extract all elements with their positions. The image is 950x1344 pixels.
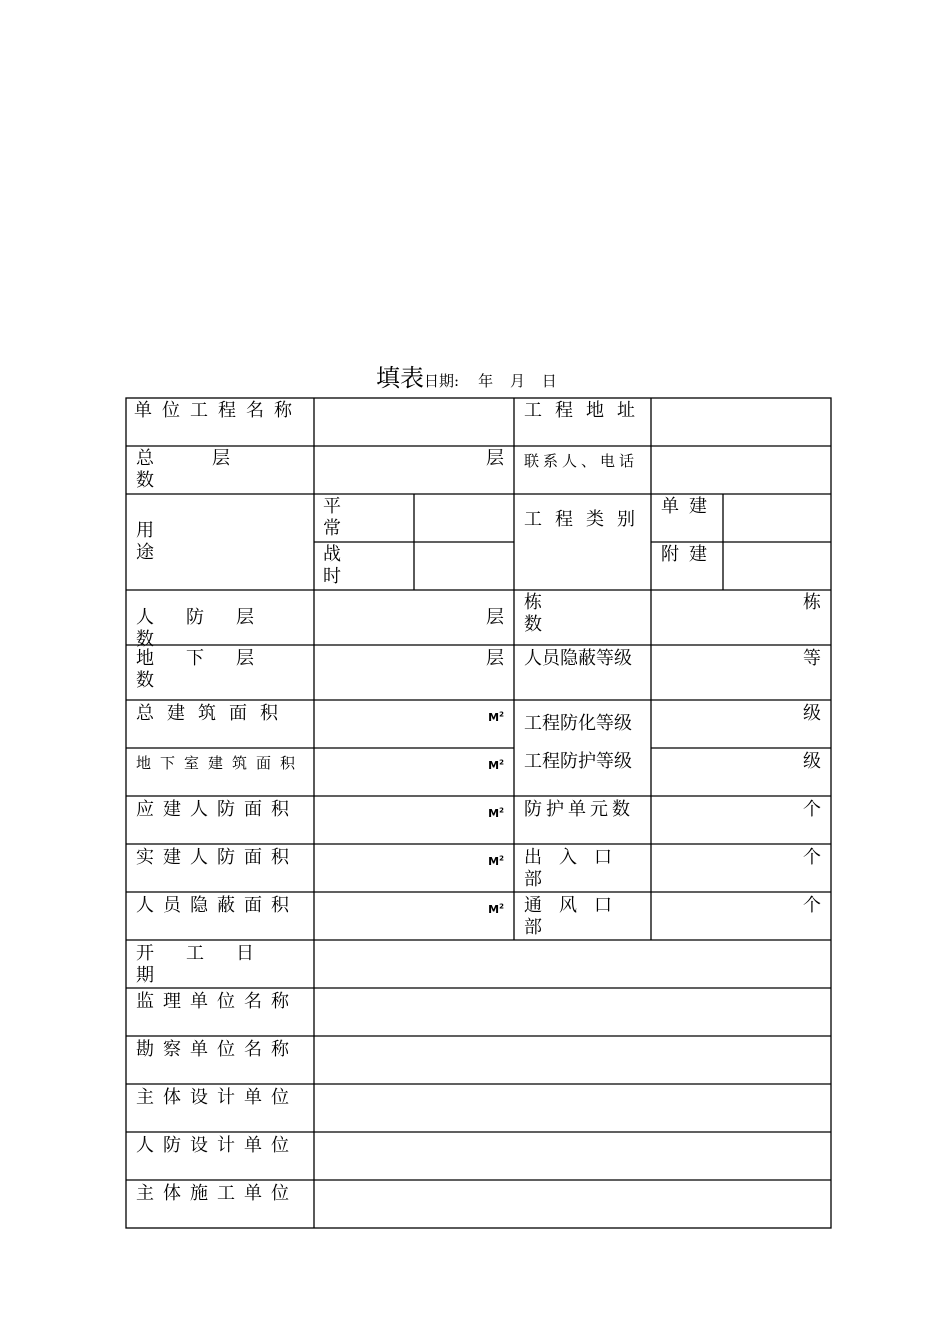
underground-floors-field[interactable] xyxy=(314,648,514,670)
total-area-unit xyxy=(488,711,504,724)
civil-design-label: 人防设计单位 xyxy=(136,1135,298,1156)
label-entrances xyxy=(514,847,651,891)
label-basement-area xyxy=(126,752,314,774)
label-shelter-area xyxy=(126,895,314,917)
basement-area-unit xyxy=(488,759,504,772)
shelter-grade-label: 人员隐蔽等级 xyxy=(524,648,632,669)
label-actual-area xyxy=(126,847,314,869)
protect-grade-unit: 级 xyxy=(803,751,821,772)
protect-units-field[interactable] xyxy=(651,799,831,821)
usage-label: 用途 xyxy=(136,520,286,563)
entrances-field[interactable] xyxy=(651,847,831,869)
start-date-field[interactable] xyxy=(314,940,831,988)
label-required-area xyxy=(126,799,314,821)
survey-label: 勘察单位名称 xyxy=(136,1039,298,1060)
protect-grade-field[interactable] xyxy=(651,751,831,773)
label-survey xyxy=(126,1039,314,1061)
required-area-field[interactable] xyxy=(314,799,514,825)
label-unit-name xyxy=(126,400,314,422)
label-underground-floors xyxy=(126,648,314,692)
shelter-area-field[interactable] xyxy=(314,895,514,921)
label-main-design xyxy=(126,1087,314,1109)
label-buildings xyxy=(514,592,651,636)
shelter-grade-unit: 等 xyxy=(803,648,821,669)
required-area-unit-sup: 2 xyxy=(499,806,504,814)
month-label: 月 xyxy=(509,372,525,390)
total-area-unit-sup: 2 xyxy=(499,710,504,718)
day-label: 日 xyxy=(541,372,557,390)
buildings-label: 栋数 xyxy=(524,592,624,635)
label-civil-design xyxy=(126,1135,314,1157)
label-attached xyxy=(651,544,723,566)
attached-field[interactable] xyxy=(723,542,831,590)
shelter-area-label: 人员隐蔽面积 xyxy=(136,895,298,916)
basement-area-unit-m: M xyxy=(488,758,500,772)
main-design-label: 主体设计单位 xyxy=(136,1087,298,1108)
total-floors-unit: 层 xyxy=(486,448,504,469)
label-wartime xyxy=(314,544,414,588)
required-area-unit xyxy=(488,807,504,820)
chem-grade-field[interactable] xyxy=(651,703,831,725)
label-usage xyxy=(126,520,314,564)
address-field[interactable] xyxy=(651,398,831,446)
actual-area-field[interactable] xyxy=(314,847,514,873)
total-floors-label: 总层数 xyxy=(136,448,288,491)
unit-name-text xyxy=(126,400,314,422)
entrances-unit: 个 xyxy=(803,847,821,868)
peacetime-field[interactable] xyxy=(414,494,514,542)
peacetime-label: 平常 xyxy=(323,496,385,539)
label-standalone xyxy=(651,496,723,518)
date-label: 日期: xyxy=(424,372,460,390)
wartime-label: 战时 xyxy=(323,544,385,587)
underground-floors-label: 地下层数 xyxy=(136,648,286,691)
vents-label: 通风口部 xyxy=(524,895,629,938)
civil-floors-field[interactable] xyxy=(314,607,514,629)
supervisor-label: 监理单位名称 xyxy=(136,991,298,1012)
civil-design-field[interactable] xyxy=(314,1132,831,1180)
actual-area-unit xyxy=(488,855,504,868)
survey-field[interactable] xyxy=(314,1036,831,1084)
total-floors-field[interactable] xyxy=(314,448,514,470)
standalone-label: 单建 xyxy=(661,496,717,517)
buildings-field[interactable] xyxy=(651,592,831,614)
protect-units-unit: 个 xyxy=(803,799,821,820)
label-civil-floors xyxy=(126,607,314,651)
chem-grade-label: 工程防化等级 xyxy=(524,713,632,734)
actual-area-unit-m: M xyxy=(488,854,500,868)
label-peacetime xyxy=(314,496,414,540)
vents-unit: 个 xyxy=(803,895,821,916)
label-total-floors xyxy=(126,448,314,492)
contact-field[interactable] xyxy=(651,446,831,494)
wartime-field[interactable] xyxy=(414,542,514,590)
underground-floors-unit: 层 xyxy=(486,648,504,669)
chem-grade-unit: 级 xyxy=(803,703,821,724)
label-total-area xyxy=(126,703,314,725)
label-chem-grade xyxy=(514,713,651,735)
shelter-area-unit-sup: 2 xyxy=(499,902,504,910)
standalone-field[interactable] xyxy=(723,494,831,542)
required-area-unit-m: M xyxy=(488,806,500,820)
civil-floors-label: 人防层数 xyxy=(136,607,286,650)
shelter-area-unit xyxy=(488,903,504,916)
shelter-grade-field[interactable] xyxy=(651,648,831,670)
shelter-area-unit-m: M xyxy=(488,902,500,916)
main-build-field[interactable] xyxy=(314,1180,831,1228)
attached-label: 附建 xyxy=(661,544,717,565)
actual-area-unit-sup: 2 xyxy=(499,854,504,862)
main-design-field[interactable] xyxy=(314,1084,831,1132)
basement-area-field[interactable] xyxy=(314,751,514,777)
vents-field[interactable] xyxy=(651,895,831,917)
year-label: 年 xyxy=(478,372,494,390)
basement-area-unit-sup: 2 xyxy=(499,758,504,766)
unit-name-label: 单位工程名称 xyxy=(134,400,302,421)
protect-units-label: 防护单元数 xyxy=(524,799,634,820)
label-supervisor xyxy=(126,991,314,1013)
main-build-label: 主体施工单位 xyxy=(136,1183,298,1204)
total-area-field[interactable] xyxy=(314,703,514,729)
entrances-label: 出入口部 xyxy=(524,847,629,890)
contact-label: 联系人、电话 xyxy=(524,452,639,470)
actual-area-label: 实建人防面积 xyxy=(136,847,298,868)
address-label: 工程地址 xyxy=(524,400,648,421)
label-project-type xyxy=(514,509,651,531)
buildings-unit: 栋 xyxy=(803,592,821,613)
label-protect-grade xyxy=(514,751,651,773)
title-main: 填表 xyxy=(376,364,424,392)
start-date-label: 开工日期 xyxy=(136,943,286,986)
label-contact xyxy=(514,450,651,472)
supervisor-field[interactable] xyxy=(314,988,831,1036)
label-vents xyxy=(514,895,651,939)
unit-name-field[interactable] xyxy=(314,398,514,446)
total-area-unit-m: M xyxy=(488,710,500,724)
basement-area-label: 地下室建筑面积 xyxy=(136,754,305,772)
label-address xyxy=(514,400,651,422)
label-protect-units xyxy=(514,799,651,821)
label-shelter-grade xyxy=(514,648,651,670)
civil-floors-unit: 层 xyxy=(486,607,504,628)
protect-grade-label: 工程防护等级 xyxy=(524,751,632,772)
required-area-label: 应建人防面积 xyxy=(136,799,298,820)
project-type-label: 工程类别 xyxy=(524,509,648,530)
label-main-build xyxy=(126,1183,314,1205)
label-start-date xyxy=(126,943,314,987)
total-area-label: 总建筑面积 xyxy=(136,703,291,724)
